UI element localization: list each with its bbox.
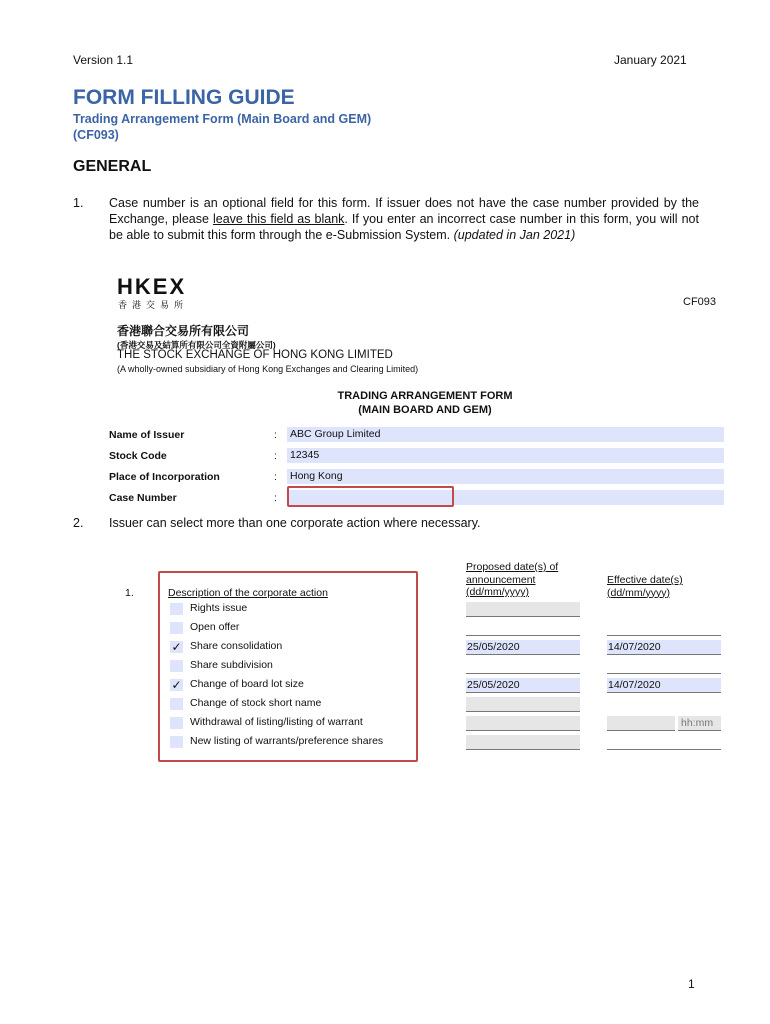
- col-effective-header: Effective date(s) (dd/mm/yyyy): [607, 574, 683, 599]
- label-share-consolidation: Share consolidation: [190, 640, 283, 652]
- company-subsidiary-english: (A wholly-owned subsidiary of Hong Kong Exchanges and Clearing Limited): [117, 364, 419, 374]
- label-rights-issue: Rights issue: [190, 602, 248, 614]
- proposed-date-cell[interactable]: [466, 659, 580, 674]
- field-colon: :: [274, 492, 277, 504]
- effective-date-cell[interactable]: 14/07/2020: [607, 678, 721, 693]
- label-stock-short-name: Change of stock short name: [190, 697, 322, 709]
- company-name-chinese: 香港聯合交易所有限公司: [117, 324, 250, 338]
- effective-date-cell[interactable]: [607, 659, 721, 674]
- col-description-header: Description of the corporate action: [168, 587, 328, 599]
- subtitle-line-1: Trading Arrangement Form (Main Board and GEM): [73, 112, 372, 126]
- item-1-text: Case number is an optional field for this form. If issuer does not have the case number provided by the Exchange, please: [109, 196, 699, 226]
- effective-date-cell[interactable]: [607, 716, 675, 731]
- form-code: CF093: [683, 296, 717, 308]
- label-withdrawal-listing: Withdrawal of listing/listing of warrant: [190, 716, 363, 728]
- company-subsidiary-chinese: (香港交易及結算所有限公司全資附屬公司): [117, 340, 276, 350]
- proposed-date-cell[interactable]: [466, 602, 580, 617]
- section-heading: GENERAL: [73, 158, 152, 175]
- incorporation-field[interactable]: Hong Kong: [287, 469, 724, 484]
- time-field[interactable]: hh:mm: [678, 716, 721, 731]
- item-1-text-after: . If you enter an incorrect case number in this form, you will not be able to submit this form through the e-Submission System.: [109, 212, 699, 242]
- proposed-date-cell[interactable]: [466, 621, 580, 636]
- field-colon: :: [274, 471, 277, 483]
- proposed-date-cell[interactable]: 25/05/2020: [466, 678, 580, 693]
- field-label-case-number: Case Number: [109, 492, 177, 504]
- item-number: 1.: [73, 196, 84, 210]
- label-board-lot-size: Change of board lot size: [190, 678, 304, 690]
- company-name-english: THE STOCK EXCHANGE OF HONG KONG LIMITED: [117, 349, 393, 361]
- label-open-offer: Open offer: [190, 621, 240, 633]
- page-number: 1: [688, 977, 695, 991]
- version-label: Version 1.1: [73, 53, 134, 67]
- proposed-date-cell[interactable]: [466, 716, 580, 731]
- checkbox-share-consolidation[interactable]: ✓: [171, 640, 182, 654]
- hkex-logo-chinese: 香港交易所: [118, 300, 189, 310]
- label-new-listing: New listing of warrants/preference shares: [190, 735, 384, 747]
- field-colon: :: [274, 450, 277, 462]
- stock-code-field[interactable]: 12345: [287, 448, 724, 463]
- corp-action-highlight-box: [158, 571, 418, 762]
- effective-date-cell[interactable]: 14/07/2020: [607, 640, 721, 655]
- checkbox-board-lot-size[interactable]: ✓: [171, 678, 182, 692]
- effective-date-cell[interactable]: [607, 621, 721, 636]
- corp-action-number: 1.: [125, 587, 134, 599]
- field-label-issuer: Name of Issuer: [109, 429, 185, 441]
- field-colon: :: [274, 429, 277, 441]
- form-title-1: TRADING ARRANGEMENT FORM: [337, 390, 513, 402]
- item-1-update-note: (updated in Jan 2021): [453, 228, 576, 242]
- form-title-2: (MAIN BOARD AND GEM): [358, 404, 492, 416]
- field-label-incorporation: Place of Incorporation: [109, 471, 220, 483]
- item-number: 2.: [73, 516, 84, 530]
- label-share-subdivision: Share subdivision: [190, 659, 273, 671]
- item-2-paragraph: Issuer can select more than one corporate action where necessary.: [109, 516, 481, 530]
- case-number-highlight-box: [287, 486, 454, 507]
- proposed-date-cell[interactable]: 25/05/2020: [466, 640, 580, 655]
- effective-date-cell[interactable]: [607, 735, 721, 750]
- page-title: FORM FILLING GUIDE: [73, 86, 295, 109]
- proposed-date-cell[interactable]: [466, 735, 580, 750]
- issuer-name-field[interactable]: ABC Group Limited: [287, 427, 724, 442]
- proposed-date-cell[interactable]: [466, 697, 580, 712]
- date-label: January 2021: [614, 53, 687, 67]
- field-label-stock-code: Stock Code: [109, 450, 167, 462]
- item-1-paragraph: [109, 195, 699, 243]
- subtitle-line-2: (CF093): [73, 128, 119, 142]
- col-proposed-header: Proposed date(s) of announcement (dd/mm/yyyy): [466, 561, 559, 598]
- hkex-logo: HKEX: [117, 274, 187, 299]
- item-1-underlined: leave this field as blank: [212, 212, 345, 226]
